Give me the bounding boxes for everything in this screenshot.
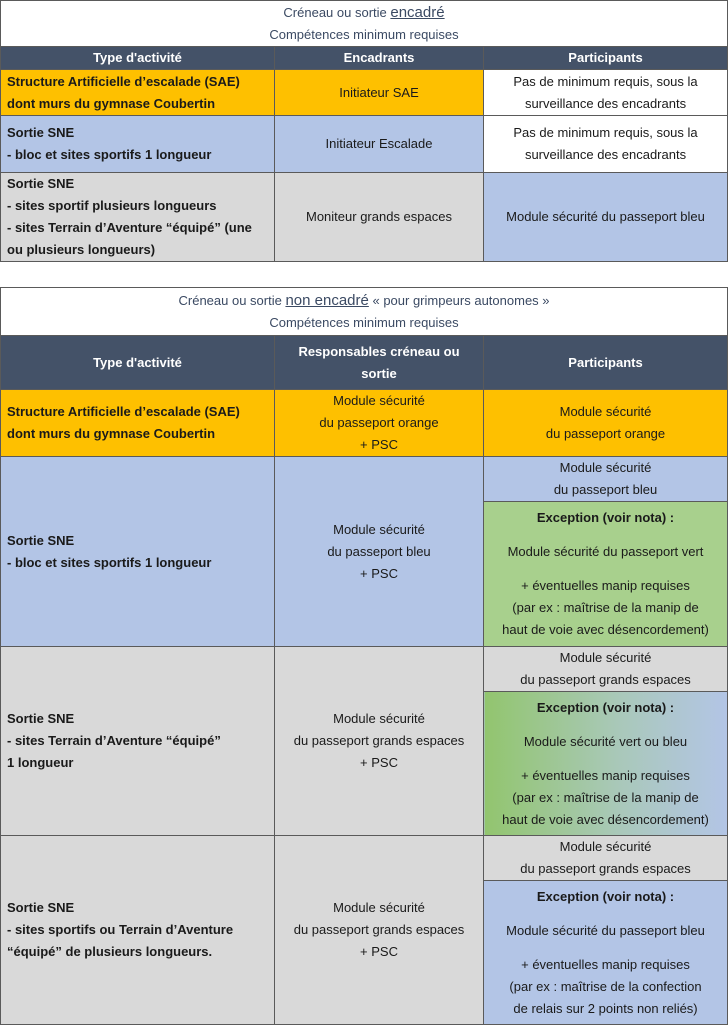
responsables-cell: Module sécurité du passeport grands espaces + PSC	[275, 836, 484, 1025]
exception-cell: Exception (voir nota) : Module sécurité vert ou bleu + éventuelles manip requises (par ex : maîtrise de la manip de haut de voie avec désencordement)	[484, 692, 728, 836]
participants-cell: Module sécurité du passeport bleu	[484, 457, 728, 502]
table-row	[1, 70, 728, 116]
header-responsables: Responsables créneau ou sortie	[275, 336, 484, 390]
header-encadrants: Encadrants	[275, 47, 484, 70]
table-row	[1, 390, 728, 457]
exception-title: Exception (voir nota) :	[536, 699, 675, 715]
header-participants: Participants	[484, 336, 728, 390]
activity-cell: Sortie SNE - bloc et sites sportifs 1 longueur	[1, 457, 275, 647]
participants-cell: Pas de minimum requis, sous la surveillance des encadrants	[484, 116, 728, 173]
exception-title: Exception (voir nota) :	[536, 510, 675, 525]
table-row	[1, 647, 728, 692]
participants-cell: Module sécurité du passeport bleu	[484, 173, 728, 262]
activity-cell: Sortie SNE - bloc et sites sportifs 1 longueur	[1, 116, 275, 173]
exception-cell: Exception (voir nota) : Module sécurité du passeport bleu + éventuelles manip requises (par ex : maîtrise de la confection de relais sur 2 points non reliés)	[484, 881, 728, 1025]
header-type-activite: Type d'activité	[1, 336, 275, 390]
table-subtitle: Compétences minimum requises	[269, 314, 459, 330]
exception-title: Exception (voir nota) :	[536, 888, 675, 904]
header-participants: Participants	[484, 47, 728, 70]
table-subtitle: Compétences minimum requises	[269, 26, 459, 42]
activity-cell: Sortie SNE - sites sportifs ou Terrain d’Aventure “équipé” de plusieurs longueurs.	[1, 836, 275, 1025]
activity-cell: Sortie SNE - sites sportif plusieurs longueurs - sites Terrain d’Aventure “équipé” (une ou plusieurs longueurs)	[1, 173, 275, 262]
activity-cell: Structure Artificielle d’escalade (SAE) dont murs du gymnase Coubertin	[1, 70, 275, 116]
participants-cell: Module sécurité du passeport orange	[484, 390, 728, 457]
participants-cell: Module sécurité du passeport grands espaces	[484, 647, 728, 692]
participants-cell: Pas de minimum requis, sous la surveillance des encadrants	[484, 70, 728, 116]
table-title: Créneau ou sortie encadré Compétences minimum requises	[1, 1, 728, 47]
table-row	[1, 836, 728, 881]
table-row	[1, 173, 728, 262]
responsables-cell: Module sécurité du passeport grands espaces + PSC	[275, 647, 484, 836]
title-emphasis: encadré	[390, 3, 445, 21]
encadrants-cell: Moniteur grands espaces	[275, 173, 484, 262]
activity-cell: Sortie SNE - sites Terrain d’Aventure “équipé” 1 longueur	[1, 647, 275, 836]
exception-cell: Exception (voir nota) : Module sécurité du passeport vert + éventuelles manip requises (par ex : maîtrise de la manip de haut de voie avec désencordement)	[484, 502, 728, 647]
title-emphasis: non encadré	[285, 291, 369, 309]
table-title: Créneau ou sortie non encadré « pour grimpeurs autonomes » Compétences minimum requises	[1, 288, 728, 336]
table-row	[1, 116, 728, 173]
activity-cell: Structure Artificielle d’escalade (SAE) dont murs du gymnase Coubertin	[1, 390, 275, 457]
responsables-cell: Module sécurité du passeport orange + PSC	[275, 390, 484, 457]
table-row	[1, 457, 728, 502]
header-type-activite: Type d'activité	[1, 47, 275, 70]
participants-cell: Module sécurité du passeport grands espaces	[484, 836, 728, 881]
encadrants-cell: Initiateur Escalade	[275, 116, 484, 173]
table-encadre	[0, 0, 728, 262]
table-non-encadre	[0, 287, 728, 1025]
responsables-cell: Module sécurité du passeport bleu + PSC	[275, 457, 484, 647]
encadrants-cell: Initiateur SAE	[275, 70, 484, 116]
